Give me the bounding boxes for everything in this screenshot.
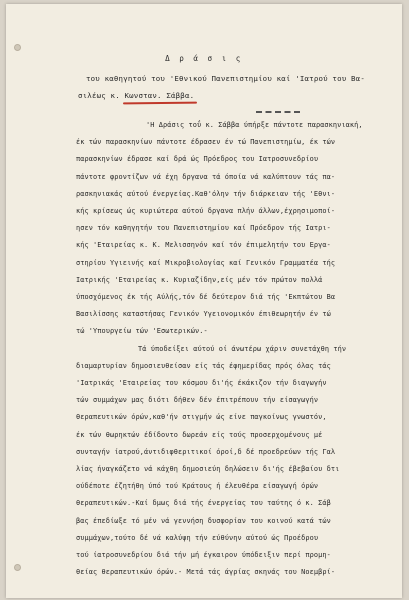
binding-hole: [14, 564, 21, 571]
body-line: θεραπευτικών όρών,καθ'ήν στιγμήν ώς είνε παγκοίνως γνωστόν,: [76, 413, 327, 422]
binding-hole: [14, 44, 21, 51]
body-line: διαμαρτυρίαν δημοσιευθείσαν είς τάς έφημερίδας πρός όλας τάς: [76, 361, 331, 370]
body-line: Βασιλίσσης καταστήσας Γενικόν Υγειονομικόν έπιθεωρητήν έν τώ: [76, 310, 331, 319]
body-line: 'Ιατρικάς 'Εταιρείας του κόσμου δι'ής έκάκιζον τήν διαγωγήν: [76, 379, 327, 387]
body-line: ρασκηνιακάς αύτού ένεργείας.Καθ'όλην τήν διάρκειαν τής 'Εθνι-: [76, 189, 336, 198]
body-line: ησεν τόν καθηγητήν του Πανεπιστημίου καί Πρόεδρον τής Ιατρι-: [76, 224, 331, 233]
body-line: έκ τών θωρηκτών έδίδοντο δωρεάν είς τούς προσερχομένους μέ: [76, 430, 323, 439]
heading-text-prefix: σιλέως κ.: [78, 91, 125, 100]
body-line: συνταγήν ίατρού,άντιδιφθεριτικοί όροί,δ δέ προεδρεύων τής Γαλ: [76, 447, 336, 456]
body-line: λίας ήναγκάζετο νά κάχθη δημοσιεύη δηλώσειν δι'ής έβεβαίου δτι: [76, 465, 340, 473]
document-page: [6, 4, 402, 598]
body-line: στηρίου Υγιεινής καί Μικροβιολογίας καί Γενικόν Γραμματέα τής: [76, 258, 336, 267]
body-line: κής κρίσεως ώς κυριώτερα αύτού δργανα πλήν άλλων,έχρησιμοποί-: [76, 207, 336, 215]
body-line: βας έπεδίωξε τό μέν νά γεννήση δυσφορίαν του κοινού κατά τών: [76, 516, 331, 525]
body-line: έκ τών παρασκηνίων πάντοτε έδρασεν έν τώ Πανεπιστημίω, έκ τών: [76, 138, 336, 147]
body-line: κής 'Εταιρείας κ. Κ. Μελισσηνόν καί τόν έπιμελητήν του Εργα-: [76, 241, 331, 250]
body-line: τού ίατροσυνεδρίου διά τήν μή έγκαιρον ύπόδειξιν περί προμη-: [76, 551, 331, 559]
body-line: θεραπευτικών.-Καί δμως διά τής ένεργείας του ταύτης ό κ. Σάβ: [76, 499, 331, 508]
heading-line-1: του καθηγητού του 'Εθνικού Πανεπιστημίου καί 'Ιατρού του Βα-: [86, 74, 365, 83]
body-line: συμμάχων,τούτο δέ νά καλύψη τήν εύθύνην αύτού ώς Προέδρου: [76, 533, 319, 542]
body-line: ούδέποτε έζητήθη ύπό τού Κράτους ή έλευθέρα είσαγωγή όρών: [76, 482, 319, 491]
body-line: παρασκηνίων έδρασε καί δρά ώς Πρόεδρος του Ιατροσυνεδρίου: [76, 155, 319, 164]
heading-name-underlined: Κωνσταν. Σάββα.: [124, 91, 195, 100]
body-line: τώ 'Υπουργείω τών 'Εσωτερικών.-: [76, 327, 208, 336]
body-line: πάντοτε φροντίζων νά έχη δργανα τά όποία νά καλύπτουν τάς πα-: [76, 172, 336, 181]
body-line: τών συμμάχων μας διότι δήθεν δέν έπιτρέπουν τήν είσαγωγήν: [76, 396, 319, 405]
heading-line-2: [78, 91, 378, 100]
binding-holes: [14, 4, 26, 598]
body-line: 'Η Δράσις τοΰ κ. Σάββα ύπήρξε πάντοτε παρασκηνιακή,: [146, 121, 363, 129]
body-line: Ιατρικής 'Εταιρείας κ. Κυριαζίδην,είς μέν τόν πρώτον πολλά: [76, 275, 323, 284]
body-line: θείας θεραπευτικών όρών.- Μετά τάς άγρίας σκηνάς του Νοεμβρί-: [76, 568, 336, 577]
document-title: Δ ρ ά σ ι ς: [165, 54, 243, 63]
separator-rule: [256, 111, 300, 113]
body-line: Τά ύποδείξει αύτού οί άνωτέρω χάριν συνετάχθη τήν: [138, 344, 347, 353]
body-line: ύποσχόμενος έκ τής Αύλής,τόν δέ δεύτερον διά τής 'Εκπτώτου Βα: [76, 293, 336, 301]
